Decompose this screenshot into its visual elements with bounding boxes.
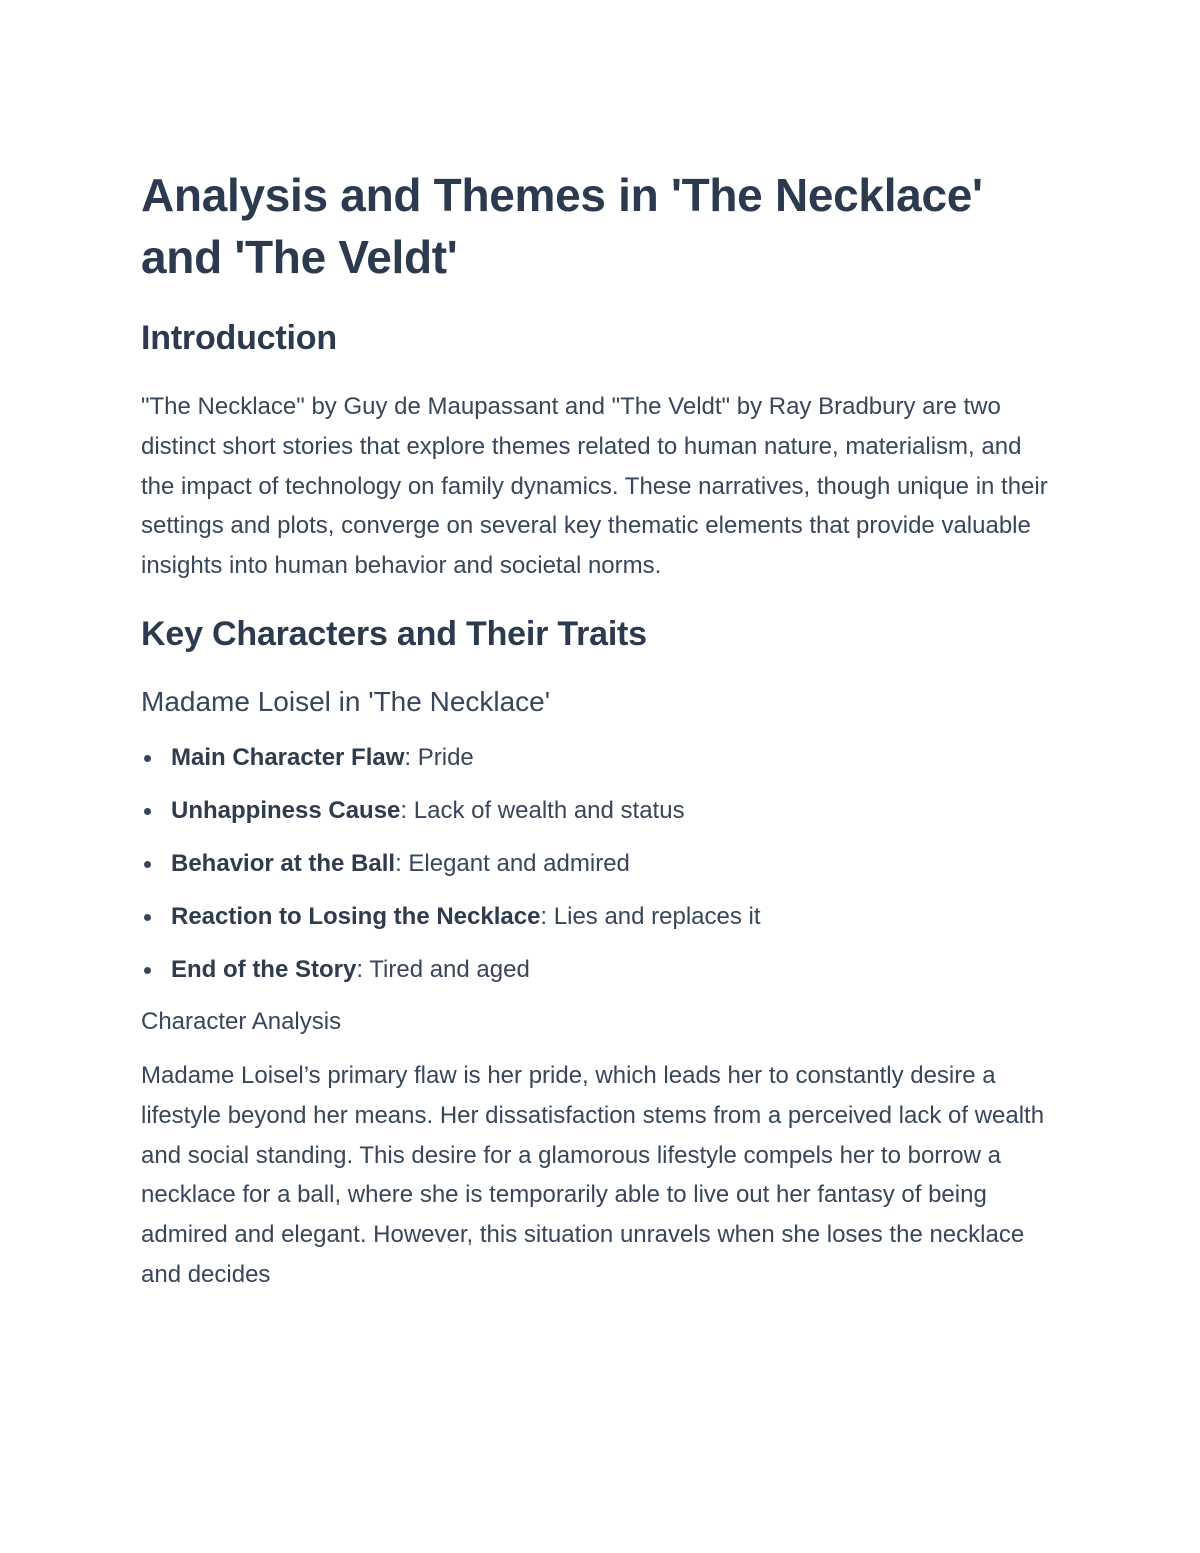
bullet-icon [144, 861, 151, 868]
trait-value: : Elegant and admired [395, 849, 630, 877]
trait-label: Reaction to Losing the Necklace [171, 902, 541, 930]
trait-value: : Lack of wealth and status [400, 796, 685, 824]
list-item [141, 795, 1060, 827]
trait-value: : Tired and aged [356, 955, 530, 983]
trait-value: : Pride [404, 743, 474, 771]
introduction-heading: Introduction [141, 319, 337, 357]
list-item [141, 901, 1060, 933]
bullet-icon [144, 755, 151, 762]
list-item [141, 954, 1060, 986]
key-characters-heading: Key Characters and Their Traits [141, 614, 647, 653]
trait-label: Main Character Flaw [171, 743, 405, 771]
list-item [141, 848, 1060, 880]
bullet-icon [144, 914, 151, 921]
list-item [141, 742, 1060, 774]
madame-loisel-heading: Madame Loisel in 'The Necklace' [141, 685, 551, 717]
trait-value: : Lies and replaces it [540, 902, 761, 930]
character-analysis-heading: Character Analysis [141, 1007, 342, 1035]
trait-label: Unhappiness Cause [171, 796, 401, 824]
introduction-paragraph: "The Necklace" by Guy de Maupassant and "The Veldt" by Ray Bradbury are two distinct short stories that explore themes related to human nature, materialism, and the impact of technology on family dynamics. These narratives, though unique in their settings and plots, converge on several key thematic elements that provide valuable insights into human behavior and societal norms. [141, 393, 1048, 580]
document-title: Analysis and Themes in 'The Necklace' and 'The Veldt' [141, 169, 983, 283]
bullet-icon [144, 967, 151, 974]
trait-list [141, 742, 1060, 986]
bullet-icon [144, 808, 151, 815]
character-analysis-paragraph: Madame Loisel’s primary flaw is her pride, which leads her to constantly desire a lifestyle beyond her means. Her dissatisfaction stems from a perceived lack of wealth and social standing. This desire for a glamorous lifestyle compels her to borrow a necklace for a ball, where she is temporarily able to live out her fantasy of being admired and elegant. However, this situation unravels when she loses the necklace and decides [141, 1061, 1045, 1288]
trait-label: End of the Story [171, 955, 357, 983]
trait-label: Behavior at the Ball [171, 849, 396, 877]
